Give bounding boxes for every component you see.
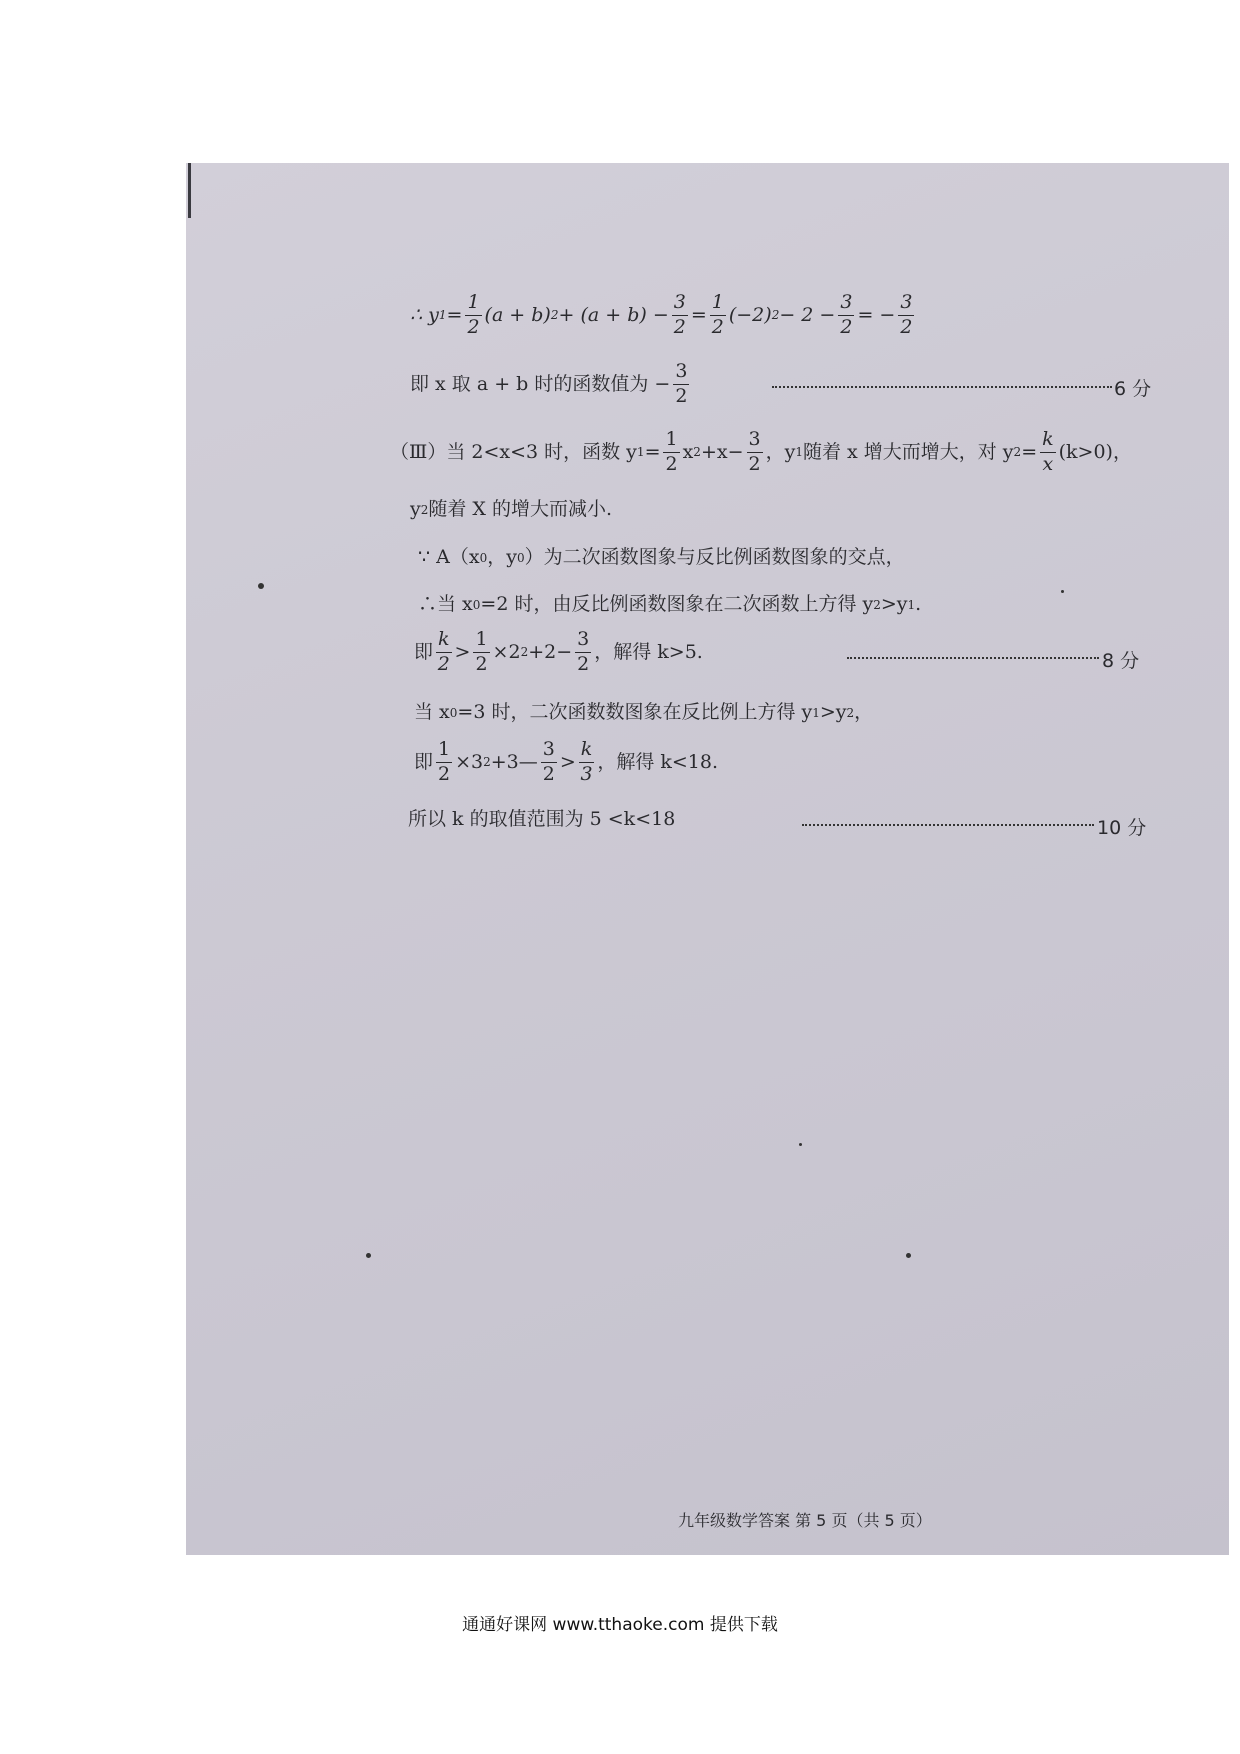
text: 即 — [414, 750, 434, 773]
text: > — [454, 640, 471, 663]
fraction: $\frac{3}{2}$ — [748, 428, 761, 475]
text: = — [446, 303, 463, 326]
subscript: 0 — [516, 550, 525, 565]
page-edge-mark — [188, 163, 191, 218]
equation-line-3 — [390, 430, 1132, 475]
text: 随着 X 的增大而减小. — [428, 498, 613, 520]
superscript: 2 — [771, 308, 780, 323]
text: >y — [880, 593, 908, 615]
text: . — [915, 593, 922, 615]
subscript: 2 — [846, 705, 855, 720]
fraction: $\frac{3}{2}$ — [675, 360, 688, 407]
text-line-8 — [414, 703, 873, 722]
subscript: 2 — [420, 502, 429, 517]
page-footer: 九年级数学答案 第 5 页（共 5 页） — [678, 1511, 932, 1530]
fraction: $\frac{1}{2}$ — [467, 291, 480, 338]
scanned-page-photo — [186, 163, 1229, 1555]
text: 即 — [414, 640, 434, 663]
dotted-leader-6 — [772, 386, 1112, 388]
text: ，y — [765, 440, 796, 463]
fraction: $\frac{3}{2}$ — [577, 628, 590, 675]
text: ∵ A（x — [418, 546, 480, 568]
text: ，解得 k<18. — [597, 750, 719, 773]
text: y — [410, 498, 421, 520]
subscript: 2 — [873, 597, 881, 612]
text: 当 x — [414, 701, 450, 723]
text: ∴当 x — [418, 593, 473, 615]
text: ×3 — [455, 750, 484, 773]
text: +3— — [490, 750, 538, 773]
subscript: 1 — [812, 705, 820, 720]
text: = — [1021, 440, 1038, 463]
text-line-4 — [410, 500, 612, 519]
site-credit: 通通好课网 www.tthaoke.com 提供下载 — [462, 1615, 778, 1635]
dotted-leader-10 — [802, 824, 1094, 826]
text-line-5 — [418, 548, 905, 567]
equation-line-2 — [410, 362, 692, 407]
text: + (a + b) − — [558, 303, 669, 326]
text: 所以 k 的取值范围为 5 <k<18 — [408, 808, 676, 830]
subscript: 1 — [907, 597, 916, 612]
fraction: $\frac{k}{3}$ — [580, 738, 593, 785]
fraction: $\frac{3}{2}$ — [840, 291, 853, 338]
text: ×2 — [492, 640, 521, 663]
fraction: $\frac{1}{2}$ — [475, 628, 488, 675]
text: ）为二次函数图象与反比例函数图象的交点， — [524, 546, 905, 568]
subscript: 2 — [1013, 445, 1022, 460]
text: ， — [854, 701, 874, 723]
fraction: $\frac{1}{2}$ — [665, 428, 678, 475]
text: +2− — [528, 640, 573, 663]
superscript: 2 — [520, 645, 529, 660]
subscript: 0 — [449, 705, 458, 720]
subscript: 1 — [795, 445, 803, 460]
fraction: $\frac{k}{2}$ — [437, 628, 450, 675]
text: (k>0)， — [1058, 440, 1132, 463]
text: = — [690, 303, 707, 326]
score-10: 10 分 — [1097, 817, 1147, 839]
superscript: 2 — [550, 308, 559, 323]
subscript: 0 — [479, 550, 488, 565]
text: =3 时，二次函数数图象在反比例上方得 y — [457, 701, 813, 723]
fraction: $\frac{k}{x}$ — [1042, 428, 1054, 475]
fraction: $\frac{3}{2}$ — [542, 738, 555, 785]
score-8: 8 分 — [1102, 650, 1140, 672]
text: − 2 − — [779, 303, 836, 326]
text: = − — [857, 303, 896, 326]
text: =2 时，由反比例函数图象在二次函数上方得 y — [480, 593, 874, 615]
text: x — [682, 440, 694, 463]
text: +x− — [700, 440, 744, 463]
subscript: 1 — [636, 445, 645, 460]
text: 随着 x 增大而增大，对 y — [802, 440, 1014, 463]
text-line-10 — [408, 810, 675, 829]
text: （Ⅲ）当 2<x<3 时，函数 y — [390, 440, 637, 463]
equation-line-1 — [410, 293, 917, 338]
text: = — [644, 440, 661, 463]
fraction: $\frac{3}{2}$ — [900, 291, 913, 338]
fraction: $\frac{1}{2}$ — [438, 738, 451, 785]
text-line-6 — [418, 595, 921, 614]
subscript: 0 — [472, 597, 481, 612]
text: 即 x 取 a + b 时的函数值为 − — [410, 372, 671, 395]
text: ，解得 k>5. — [594, 640, 703, 663]
fraction: $\frac{3}{2}$ — [673, 291, 686, 338]
equation-line-7 — [414, 630, 703, 675]
equation-line-9 — [414, 740, 718, 785]
text: (a + b) — [484, 303, 551, 326]
dotted-leader-8 — [847, 657, 1099, 659]
text: (−2) — [728, 303, 772, 326]
score-6: 6 分 — [1114, 378, 1152, 400]
fraction: $\frac{1}{2}$ — [711, 291, 724, 338]
text: > — [559, 750, 576, 773]
text: >y — [819, 701, 847, 723]
text: ∴ y — [410, 303, 439, 326]
subscript: 1 — [438, 308, 447, 323]
text: ，y — [487, 546, 517, 568]
superscript: 2 — [483, 755, 491, 770]
superscript: 2 — [693, 445, 701, 460]
